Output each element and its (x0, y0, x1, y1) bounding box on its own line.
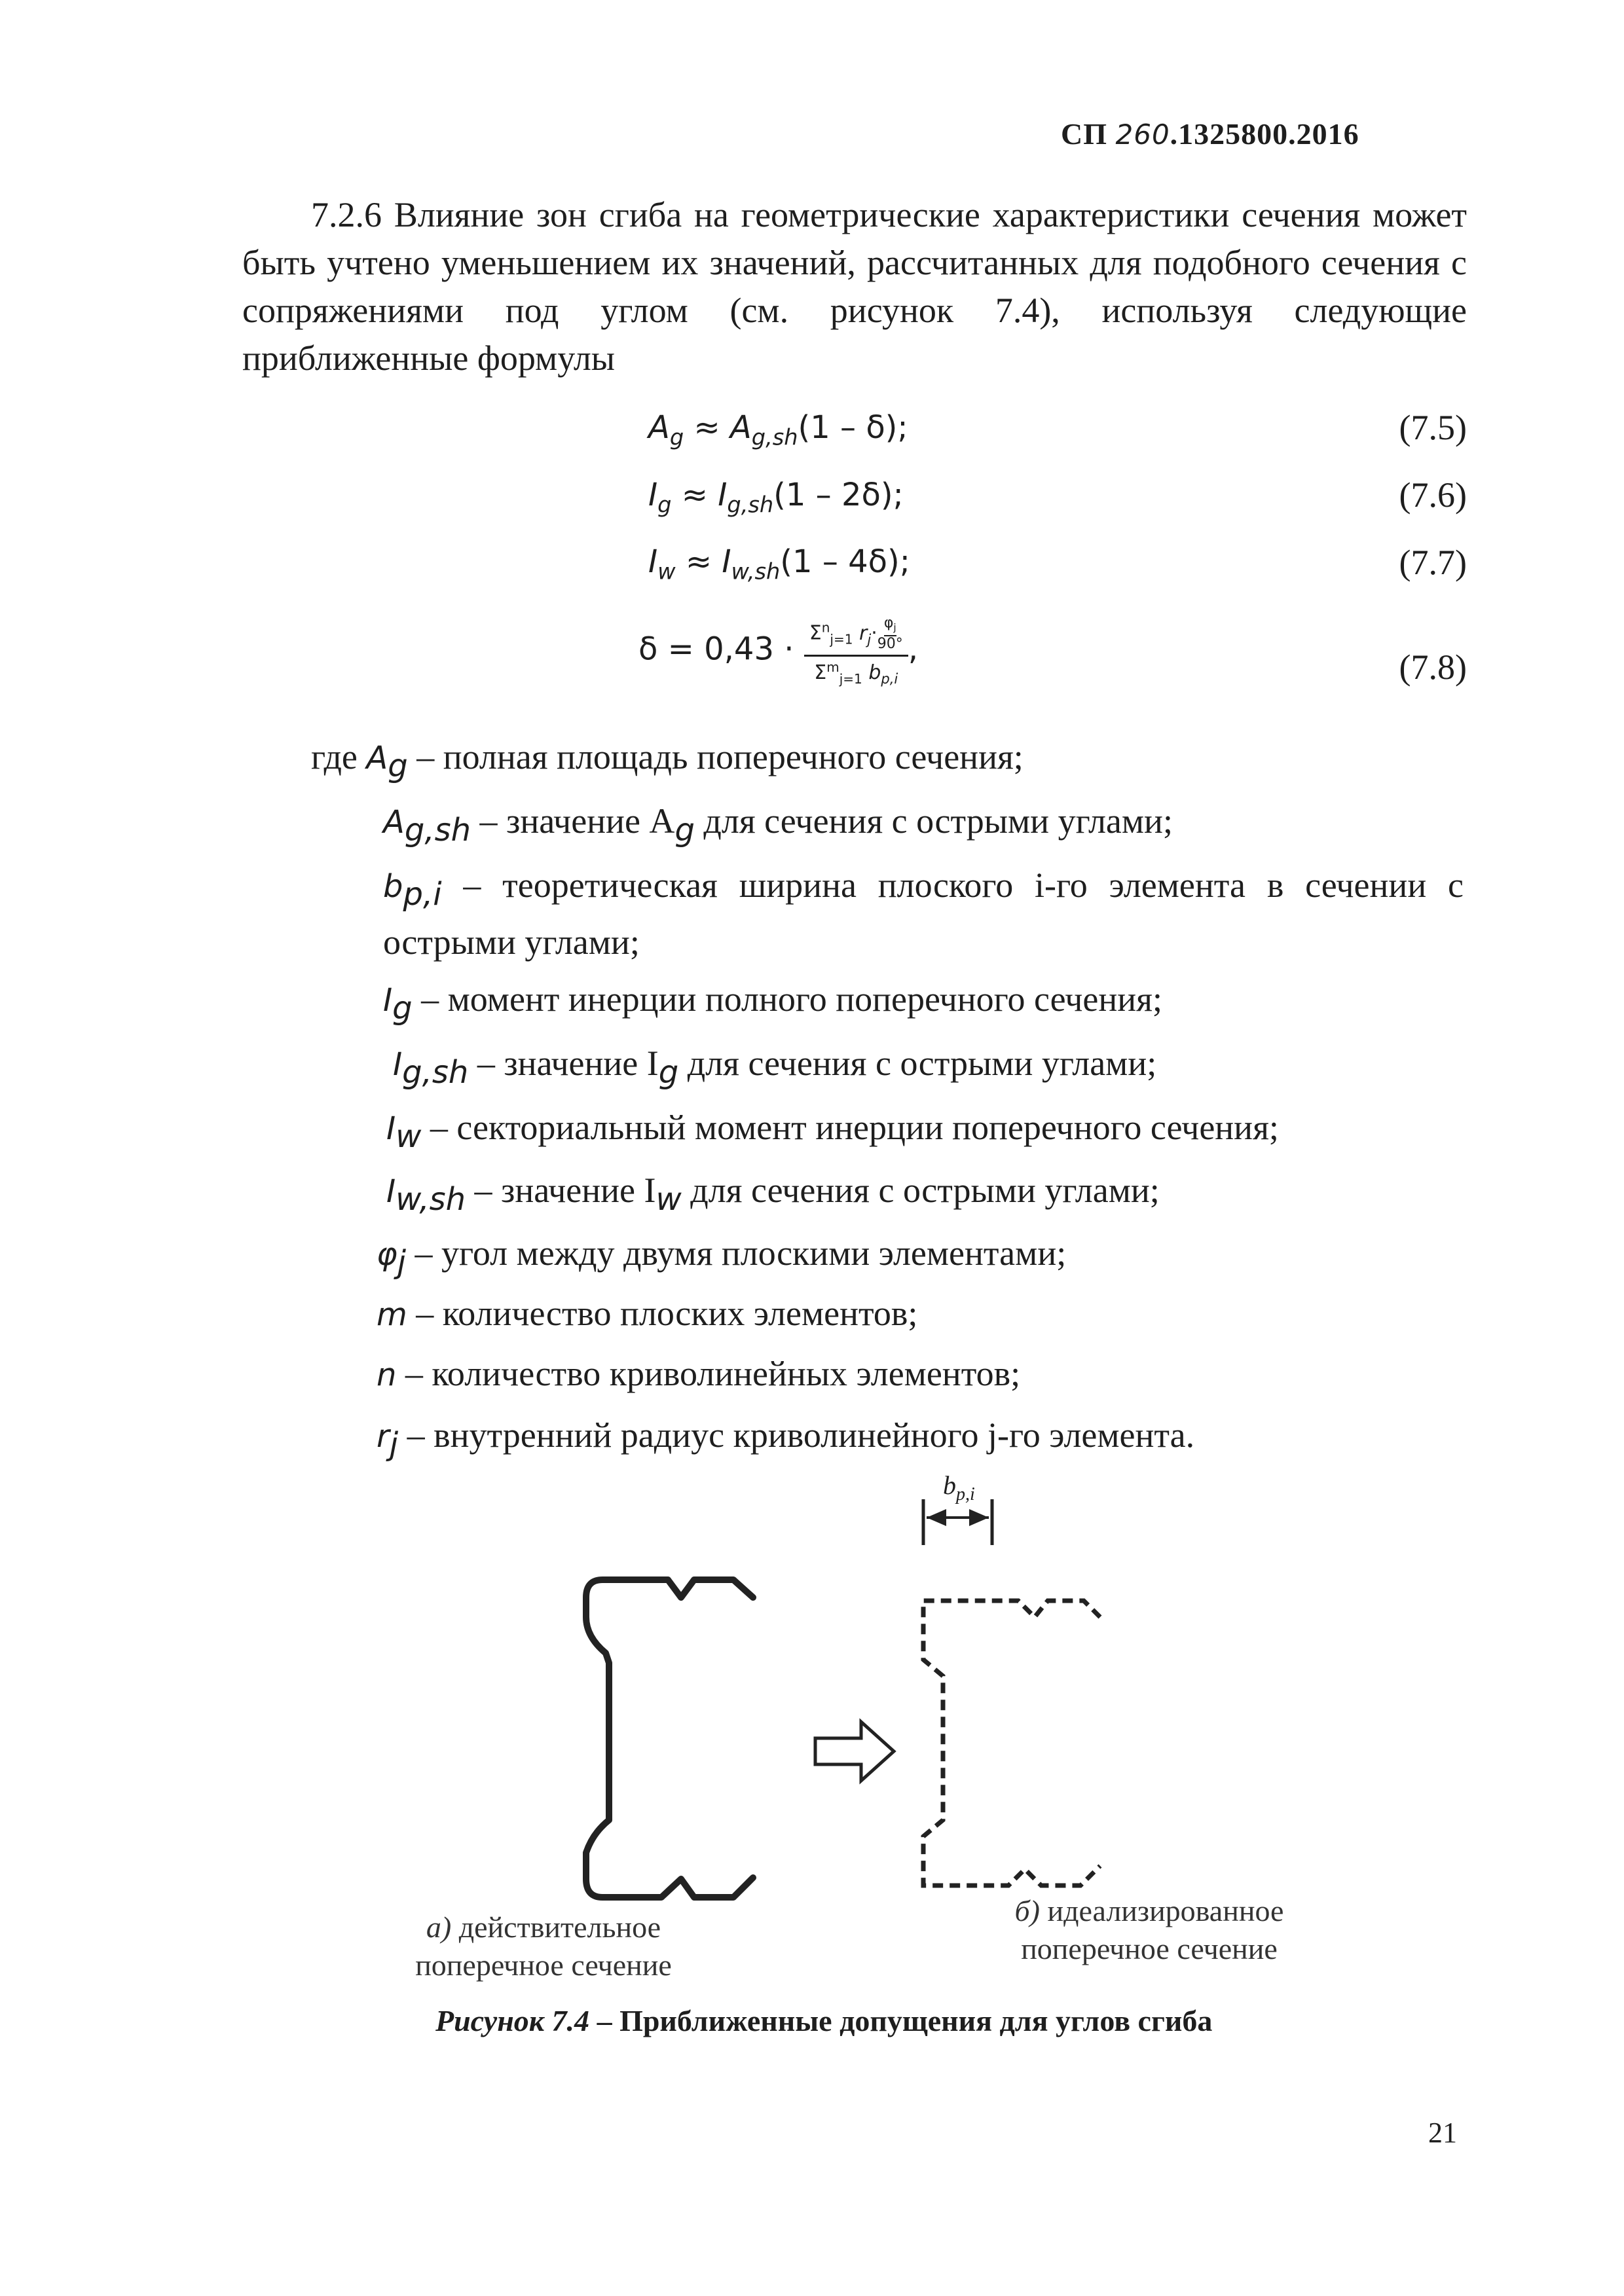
figure-title: Рисунок 7.4 – Приближенные допущения для углов сгиба (435, 2004, 1213, 2037)
definition-item: $A_{g,sh}$ – значение $A_g$ для сечения с острыми углами; (383, 801, 1173, 848)
code-prefix: СП (1061, 117, 1107, 151)
code-suffix: .1325800.2016 (1170, 117, 1359, 151)
idealized-section-outline (923, 1601, 1100, 1886)
formula-number: (7.8) (1399, 647, 1467, 687)
formula-number: (7.7) (1399, 543, 1467, 582)
definition-item: $I_{g,sh}$ – значение $I_g$ для сечения с острыми углами; (393, 1044, 1157, 1091)
clause-text: Влияние зон сгиба на геометрические характеристики сечения может быть учтено уменьшением их значений, рассчитанных для подобного сечения с сопряжениями под углом (см. рисунок 7.4), используя следующие приближенные формулы (242, 195, 1467, 378)
clause-number: 7.2.6 (311, 195, 382, 234)
formula-7-6: $I_g \approx I_{g,sh}(1 - 2\delta)$; (648, 477, 904, 518)
formula-number: (7.6) (1399, 475, 1467, 515)
code-number: 260 (1115, 118, 1170, 151)
formula-number: (7.5) (1399, 408, 1467, 447)
definition-item: где $A_g$ – полная площадь поперечного сечения; (311, 737, 1024, 784)
where-label: где (311, 737, 358, 776)
arrow-icon (815, 1722, 894, 1781)
formula-7-5: $A_g \approx A_{g,sh}(1 - \delta)$; (648, 409, 908, 450)
fraction: $\Sigma^n_{j=1}$ $r_j\cdot$ $\frac{\varphi_j}{90^\circ}$ $\Sigma^m_{j=1}$ $b_{p,i}$ (804, 615, 908, 687)
definition-item: $b_{p,i}$ – теоретическая ширина плоского i-го элемента в сечении с острыми углами; (383, 866, 1464, 962)
definition-item: $\varphi_j$ – угол между двумя плоскими элементами; (377, 1233, 1067, 1281)
dimension-label: $b_{p,i}$ (943, 1470, 975, 1504)
formula-7-8: δ = 0,43 · $\Sigma^n_{j=1}$ $r_j\cdot$ $\frac{\varphi_j}{90^\circ}$ $\Sigma^m_{j=1}$ $b_{p,i}$ , (638, 615, 919, 687)
definition-item: $I_w$ – секториальный момент инерции поперечного сечения; (386, 1108, 1279, 1155)
definition-item: $r_j$ – внутренний радиус криволинейного j-го элемента. (377, 1415, 1195, 1463)
caption-idealized-section: б) идеализированное поперечное сечение (1014, 1894, 1284, 1965)
formula-7-7: $I_w \approx I_{w,sh}(1 - 4\delta)$; (648, 543, 910, 585)
page-number: 21 (1428, 2117, 1457, 2149)
definition-item: n – количество криволинейных элементов; (377, 1354, 1021, 1393)
definition-item: $I_{w,sh}$ – значение $I_w$ для сечения с острыми углами; (386, 1171, 1160, 1218)
caption-actual-section: а) действительное поперечное сечение (415, 1910, 672, 1982)
definition-item: $I_g$ – момент инерции полного поперечного сечения; (383, 979, 1162, 1027)
actual-section-outline (586, 1580, 753, 1897)
definition-item: m – количество плоских элементов; (377, 1294, 918, 1333)
